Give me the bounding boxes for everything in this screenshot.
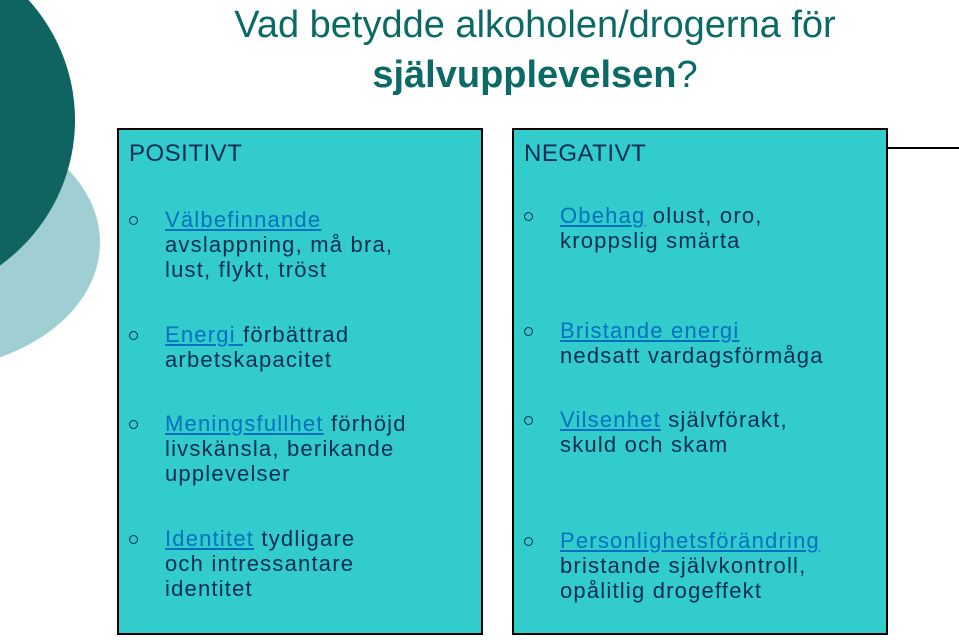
keyword-identity: Identitet <box>165 526 255 551</box>
bullet-icon <box>129 535 138 544</box>
title-line-1: Vad betydde alkoholen/drogerna för <box>234 4 836 46</box>
item-line: opålitlig drogeffekt <box>560 578 763 603</box>
positive-item-wellbeing <box>129 207 477 282</box>
title-question-mark: ? <box>676 54 698 96</box>
positive-item-meaningfulness <box>129 411 477 486</box>
positive-item-energy <box>129 322 477 372</box>
slide-title <box>120 0 950 100</box>
positive-panel <box>117 128 483 635</box>
negative-heading: NEGATIVT <box>524 140 647 167</box>
positive-heading: POSITIVT <box>129 140 243 167</box>
item-line: arbetskapacitet <box>165 347 333 372</box>
positive-item-identity <box>129 526 477 601</box>
keyword-lost: Vilsenhet <box>560 407 661 432</box>
item-line: skuld och skam <box>560 432 729 457</box>
negative-item-lacking-energy <box>524 318 882 368</box>
item-rest: självförakt, <box>660 407 788 432</box>
bullet-icon <box>129 331 138 340</box>
bullet-icon <box>524 416 533 425</box>
item-line: identitet <box>165 576 253 601</box>
keyword-wellbeing: Välbefinnande <box>165 207 322 232</box>
keyword-discomfort: Obehag <box>560 203 646 228</box>
item-line: livskänsla, berikande <box>165 436 395 461</box>
item-line: avslappning, må bra, <box>165 232 394 257</box>
keyword-lacking-energy: Bristande energi <box>560 318 740 343</box>
bullet-icon <box>524 537 533 546</box>
item-line: upplevelser <box>165 461 291 486</box>
bullet-icon <box>524 327 533 336</box>
item-line: bristande självkontroll, <box>560 553 807 578</box>
item-rest: olust, oro, <box>645 203 763 228</box>
bullet-icon <box>129 216 138 225</box>
item-rest: förhöjd <box>323 411 407 436</box>
item-line: kroppslig smärta <box>560 228 741 253</box>
keyword-meaningfulness: Meningsfullhet <box>165 411 324 436</box>
keyword-personality-change: Personlighetsförändring <box>560 528 820 553</box>
title-line-2: självupplevelsen <box>372 54 677 96</box>
item-line: nedsatt vardagsförmåga <box>560 343 824 368</box>
item-line: och intressantare <box>165 551 355 576</box>
item-rest: förbättrad <box>243 322 350 347</box>
negative-panel <box>512 128 888 635</box>
bullet-icon <box>524 212 533 221</box>
keyword-energy: Energi <box>165 322 244 347</box>
divider-line <box>886 147 959 149</box>
item-line: lust, flykt, tröst <box>165 257 328 282</box>
bullet-icon <box>129 420 138 429</box>
negative-item-personality-change <box>524 528 882 603</box>
negative-item-discomfort <box>524 203 882 253</box>
item-rest: tydligare <box>254 526 356 551</box>
negative-item-lost <box>524 407 882 457</box>
